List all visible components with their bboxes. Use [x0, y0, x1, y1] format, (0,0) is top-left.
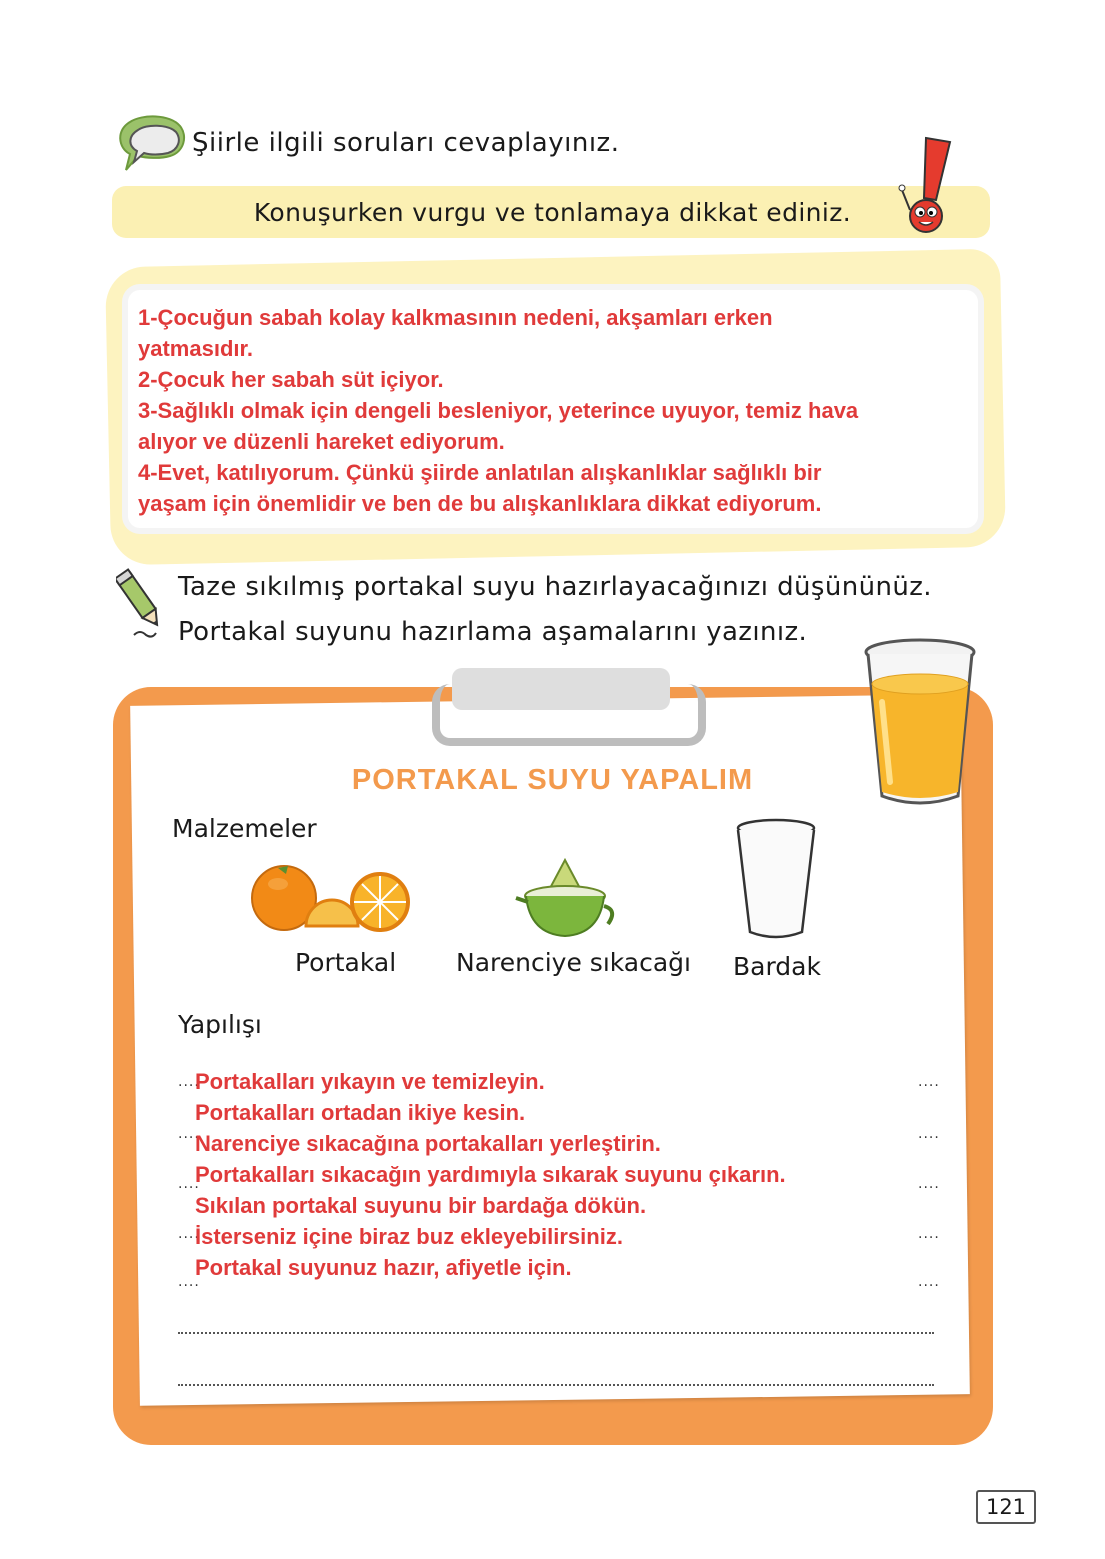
pencil-icon	[116, 565, 170, 641]
dot-leader: ....	[178, 1226, 200, 1242]
dot-leader: ....	[918, 1074, 940, 1090]
citrus-juicer-icon	[512, 858, 618, 940]
recipe-title: PORTAKAL SUYU YAPALIM	[351, 764, 754, 796]
answer-line: yatmasıdır.	[138, 336, 253, 361]
empty-glass-icon	[734, 818, 818, 942]
dot-leader: ....	[178, 1274, 200, 1290]
answer-line: 1-Çocuğun sabah kolay kalkmasının nedeni, akşamları erken	[138, 305, 773, 330]
clip-top	[452, 668, 670, 710]
step-line: Sıkılan portakal suyunu bir bardağa dökün.	[195, 1193, 647, 1218]
step-line: Portakalları sıkacağın yardımıyla sıkarak suyunu çıkarın.	[195, 1162, 786, 1187]
step-line: İsterseniz içine biraz buz ekleyebilirsiniz.	[195, 1224, 623, 1249]
speech-bubble-icon	[112, 112, 192, 178]
answers-text	[138, 302, 968, 519]
steps-list	[195, 1066, 786, 1283]
exclamation-mascot-icon	[896, 134, 966, 238]
instruction-2: Taze sıkılmış portakal suyu hazırlayacağınızı düşününüz. Portakal suyunu hazırlama aşamalarını yazınız.	[178, 572, 932, 647]
materials-title: Malzemeler	[172, 814, 317, 843]
step-line: Portakalları yıkayın ve temizleyin.	[195, 1069, 545, 1094]
answer-line: yaşam için önemlidir ve ben de bu alışkanlıklara dikkat ediyorum.	[138, 491, 822, 516]
answer-line: 2-Çocuk her sabah süt içiyor.	[138, 367, 444, 392]
dot-leader: ....	[178, 1126, 200, 1142]
oranges-icon	[248, 862, 414, 942]
answer-line: 3-Sağlıklı olmak için dengeli besleniyor, yeterince uyuyor, temiz hava	[138, 398, 859, 423]
step-line: Narenciye sıkacağına portakalları yerleştirin.	[195, 1131, 661, 1156]
note-text: Konuşurken vurgu ve tonlamaya dikkat ediniz.	[253, 198, 852, 227]
step-line: Portakalları ortadan ikiye kesin.	[195, 1100, 526, 1125]
answer-line: alıyor ve düzenli hareket ediyorum.	[138, 429, 505, 454]
method-title: Yapılışı	[178, 1010, 262, 1039]
answer-line: 4-Evet, katılıyorum. Çünkü şiirde anlatılan alışkanlıklar sağlıklı bir	[138, 460, 822, 485]
writing-line	[178, 1332, 934, 1334]
instruction-1: Şiirle ilgili soruları cevaplayınız.	[192, 128, 620, 158]
step-line: Portakal suyunuz hazır, afiyetle için.	[195, 1255, 572, 1280]
page-number: 121	[976, 1490, 1036, 1524]
material-label: Bardak	[733, 952, 821, 981]
material-label: Portakal	[295, 948, 397, 977]
material-label: Narenciye sıkacağı	[456, 948, 691, 977]
dot-leader: ....	[918, 1176, 940, 1192]
clipboard-paper	[130, 694, 970, 1406]
dot-leader: ....	[918, 1126, 940, 1142]
dot-leader: ....	[178, 1176, 200, 1192]
dot-leader: ....	[918, 1274, 940, 1290]
writing-line	[178, 1384, 934, 1386]
dot-leader: ....	[178, 1074, 200, 1090]
dot-leader: ....	[918, 1226, 940, 1242]
